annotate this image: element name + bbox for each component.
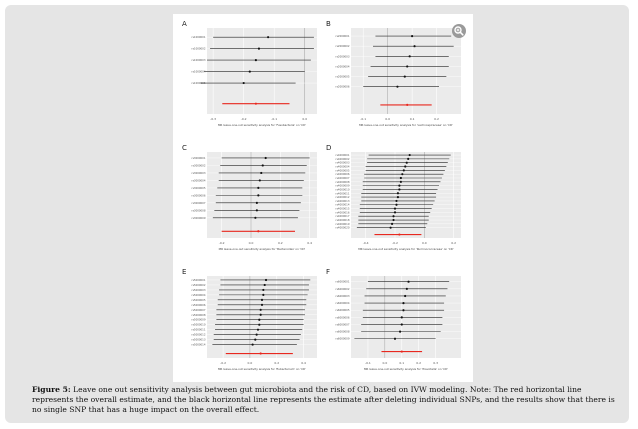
x-axis-label: MR leave-one-out sensitivity analysis for 'Prevotella' on 'CD' (363, 367, 449, 371)
snp-estimate-point (404, 165, 406, 167)
overall-estimate-point (257, 230, 259, 232)
figure-image (173, 14, 473, 382)
panel-letter: D (326, 144, 332, 152)
snp-label: rs5000005 (191, 298, 206, 302)
caption-label: Figure 5: (32, 385, 71, 394)
snp-label: rs3000005 (191, 186, 206, 190)
x-tick-label: 0.0 (421, 241, 427, 245)
x-tick-label: 0.0 (302, 117, 308, 121)
snp-label: rs2000001 (335, 35, 350, 39)
snp-label: rs6000005 (335, 309, 350, 313)
snp-label: rs4000011 (335, 192, 350, 196)
snp-label: rs5000001 (191, 278, 206, 282)
snp-estimate-point (401, 323, 403, 325)
x-tick-label: 0.0 (385, 117, 391, 121)
panel-letter: F (326, 268, 331, 276)
snp-label: rs3000004 (191, 179, 206, 183)
snp-estimate-point (261, 304, 263, 306)
snp-label: rs5000004 (191, 293, 206, 297)
snp-estimate-point (406, 65, 408, 67)
snp-label: rs5000002 (191, 283, 206, 287)
snp-label: rs3000003 (191, 171, 206, 175)
snp-estimate-point (400, 181, 402, 183)
snp-label: rs5000007 (191, 308, 206, 312)
snp-estimate-point (396, 86, 398, 88)
overall-estimate-point (406, 104, 408, 106)
snp-estimate-point (243, 82, 245, 84)
snp-estimate-point (404, 75, 406, 77)
snp-estimate-point (398, 188, 400, 190)
snp-label: rs4000009 (335, 184, 350, 188)
x-axis-label: MR leave-one-out sensitivity analysis for 'Ruminococcaceae' on 'CD' (358, 247, 454, 251)
snp-estimate-point (257, 329, 259, 331)
snp-label: rs6000007 (335, 323, 350, 327)
snp-estimate-point (409, 154, 411, 156)
x-axis-label: MR leave-one-out sensitivity analysis for 'Bacteroides' on 'CD' (218, 247, 306, 251)
panel-c (182, 144, 317, 251)
snp-label: rs1000002 (191, 47, 206, 51)
snp-estimate-point (257, 187, 259, 189)
snp-estimate-point (252, 343, 254, 345)
snp-estimate-point (402, 309, 404, 311)
snp-estimate-point (264, 284, 266, 286)
snp-estimate-point (257, 194, 259, 196)
panel-e (182, 268, 317, 371)
snp-estimate-point (265, 279, 267, 281)
snp-estimate-point (398, 185, 400, 187)
snp-estimate-point (403, 169, 405, 171)
panel-f (326, 268, 461, 371)
snp-estimate-point (397, 192, 399, 194)
snp-label: rs4000003 (335, 161, 350, 165)
x-tick-label: -0.2 (218, 241, 225, 245)
snp-estimate-point (395, 200, 397, 202)
snp-label: rs4000018 (335, 219, 350, 223)
snp-label: rs5000011 (191, 328, 206, 332)
snp-estimate-point (392, 215, 394, 217)
snp-estimate-point (254, 339, 256, 341)
x-tick-label: 0.0 (247, 361, 253, 365)
x-tick-label: 0.1 (409, 117, 415, 121)
snp-label: rs3000006 (191, 194, 206, 198)
zoom-button[interactable] (452, 24, 466, 38)
snp-estimate-point (259, 179, 261, 181)
snp-estimate-point (406, 162, 408, 164)
snp-estimate-point (262, 294, 264, 296)
snp-label: rs4000015 (335, 207, 350, 211)
snp-label: rs4000014 (335, 203, 350, 207)
snp-label: rs4000002 (335, 157, 350, 161)
panel-letter: A (182, 20, 187, 28)
x-tick-label: -0.2 (392, 241, 398, 245)
snp-label: rs4000005 (335, 169, 350, 173)
snp-label: rs4000008 (335, 180, 350, 184)
snp-label: rs6000006 (335, 316, 350, 320)
snp-label: rs4000007 (335, 176, 350, 180)
snp-estimate-point (261, 299, 263, 301)
snp-label: rs5000013 (191, 338, 206, 342)
x-tick-label: 0.0 (248, 241, 254, 245)
x-tick-label: -0.2 (220, 361, 227, 365)
plot-background (207, 28, 317, 114)
overall-estimate-point (401, 350, 403, 352)
x-tick-label: -0.4 (362, 241, 369, 245)
snp-label: rs1000003 (191, 59, 206, 63)
snp-estimate-point (413, 45, 415, 47)
snp-label: rs1000005 (191, 82, 206, 86)
snp-estimate-point (260, 314, 262, 316)
snp-label: rs4000013 (335, 199, 350, 203)
snp-estimate-point (262, 164, 264, 166)
snp-label: rs6000001 (335, 280, 350, 284)
snp-estimate-point (401, 316, 403, 318)
x-tick-label: -0.2 (240, 117, 247, 121)
magnifier-icon (452, 24, 466, 38)
leave-one-out-forest-plots (173, 14, 473, 382)
snp-estimate-point (267, 36, 269, 38)
snp-label: rs3000007 (191, 201, 206, 205)
snp-estimate-point (258, 324, 260, 326)
snp-label: rs3000001 (191, 156, 206, 160)
snp-estimate-point (411, 35, 413, 37)
snp-label: rs4000016 (335, 211, 350, 215)
snp-estimate-point (256, 334, 258, 336)
snp-estimate-point (260, 172, 262, 174)
snp-label: rs4000020 (335, 226, 350, 230)
snp-label: rs4000010 (335, 188, 350, 192)
snp-label: rs1000001 (191, 36, 206, 40)
x-axis-label: MR leave-one-out sensitivity analysis for 'Eubacterium' on 'CD' (218, 367, 306, 371)
caption-text: Leave one out sensitivity analysis between gut microbiota and the risk of CD, based on IVW modeling. Note: The red horizontal line represents the overall estimate, and the black horizontal line represents the estimate after deleting individual SNPs, and the results show that there is no single SNP that has a huge impact on the overall effect. (32, 385, 615, 415)
panel-a (182, 20, 317, 127)
snp-label: rs6000008 (335, 330, 350, 334)
snp-label: rs4000019 (335, 222, 350, 226)
snp-estimate-point (395, 204, 397, 206)
snp-label: rs6000004 (335, 302, 350, 306)
snp-label: rs4000004 (335, 165, 350, 169)
panel-b (326, 20, 461, 127)
snp-estimate-point (409, 55, 411, 57)
figure-frame (5, 5, 629, 423)
overall-estimate-point (255, 103, 257, 105)
figure-caption (32, 385, 622, 416)
overall-estimate-point (398, 233, 400, 235)
plot-background (351, 28, 461, 114)
x-tick-label: -0.1 (364, 361, 371, 365)
plot-background (207, 276, 317, 358)
x-tick-label: -0.1 (360, 117, 367, 121)
snp-estimate-point (394, 338, 396, 340)
snp-label: rs5000009 (191, 318, 206, 322)
snp-estimate-point (394, 207, 396, 209)
snp-estimate-point (401, 173, 403, 175)
snp-estimate-point (392, 219, 394, 221)
x-tick-label: 0.0 (382, 361, 388, 365)
plot-background (351, 152, 461, 238)
x-axis-label: MR leave-one-out sensitivity analysis for 'Fusobacteria' on 'CD' (217, 123, 307, 127)
snp-estimate-point (258, 319, 260, 321)
snp-label: rs1000004 (191, 70, 206, 74)
snp-estimate-point (407, 158, 409, 160)
snp-label: rs5000014 (191, 343, 206, 347)
snp-estimate-point (256, 202, 258, 204)
snp-estimate-point (265, 157, 267, 159)
snp-estimate-point (400, 177, 402, 179)
snp-estimate-point (260, 309, 262, 311)
x-tick-label: 0.4 (307, 241, 313, 245)
x-tick-label: 0.4 (301, 361, 306, 365)
snp-estimate-point (397, 196, 399, 198)
snp-estimate-point (390, 227, 392, 229)
x-tick-label: 0.3 (433, 361, 439, 365)
snp-estimate-point (394, 211, 396, 213)
snp-label: rs3000009 (191, 216, 206, 220)
snp-estimate-point (249, 70, 251, 72)
snp-estimate-point (399, 331, 401, 333)
snp-label: rs2000004 (335, 65, 350, 69)
snp-label: rs5000010 (191, 323, 206, 327)
panel-letter: B (326, 20, 331, 28)
snp-label: rs5000003 (191, 288, 206, 292)
snp-label: rs4000001 (335, 154, 350, 158)
snp-label: rs4000017 (335, 215, 350, 219)
snp-label: rs6000002 (335, 287, 350, 291)
snp-estimate-point (255, 59, 257, 61)
snp-label: rs2000005 (335, 75, 350, 79)
snp-estimate-point (391, 223, 393, 225)
snp-label: rs3000002 (191, 164, 206, 168)
x-tick-label: -0.1 (271, 117, 278, 121)
snp-label: rs6000009 (335, 337, 350, 341)
x-tick-label: 0.2 (274, 361, 280, 365)
panel-letter: C (182, 144, 187, 152)
snp-estimate-point (254, 217, 256, 219)
x-axis-label: MR leave-one-out sensitivity analysis for 'Lachnospiraceae' on 'CD' (359, 123, 453, 127)
snp-label: rs4000006 (335, 173, 350, 177)
x-tick-label: 0.1 (399, 361, 405, 365)
x-tick-label: 0.2 (416, 361, 422, 365)
panel-d (326, 144, 461, 251)
snp-estimate-point (407, 281, 409, 283)
snp-estimate-point (262, 289, 264, 291)
snp-estimate-point (256, 209, 258, 211)
x-tick-label: -0.3 (210, 117, 217, 121)
snp-label: rs4000012 (335, 196, 350, 200)
overall-estimate-point (260, 352, 262, 354)
x-tick-label: 0.2 (434, 117, 439, 121)
snp-estimate-point (404, 295, 406, 297)
snp-label: rs6000003 (335, 294, 350, 298)
snp-label: rs3000008 (191, 209, 206, 213)
snp-label: rs5000006 (191, 303, 206, 307)
snp-estimate-point (406, 288, 408, 290)
x-tick-label: 0.2 (451, 241, 457, 245)
panel-letter: E (182, 268, 187, 276)
x-tick-label: 0.2 (277, 241, 283, 245)
snp-estimate-point (402, 302, 404, 304)
snp-label: rs2000003 (335, 55, 350, 59)
snp-label: rs5000012 (191, 333, 206, 337)
snp-label: rs5000008 (191, 313, 206, 317)
snp-label: rs2000006 (335, 85, 350, 89)
snp-estimate-point (258, 48, 260, 50)
snp-label: rs2000002 (335, 45, 350, 49)
